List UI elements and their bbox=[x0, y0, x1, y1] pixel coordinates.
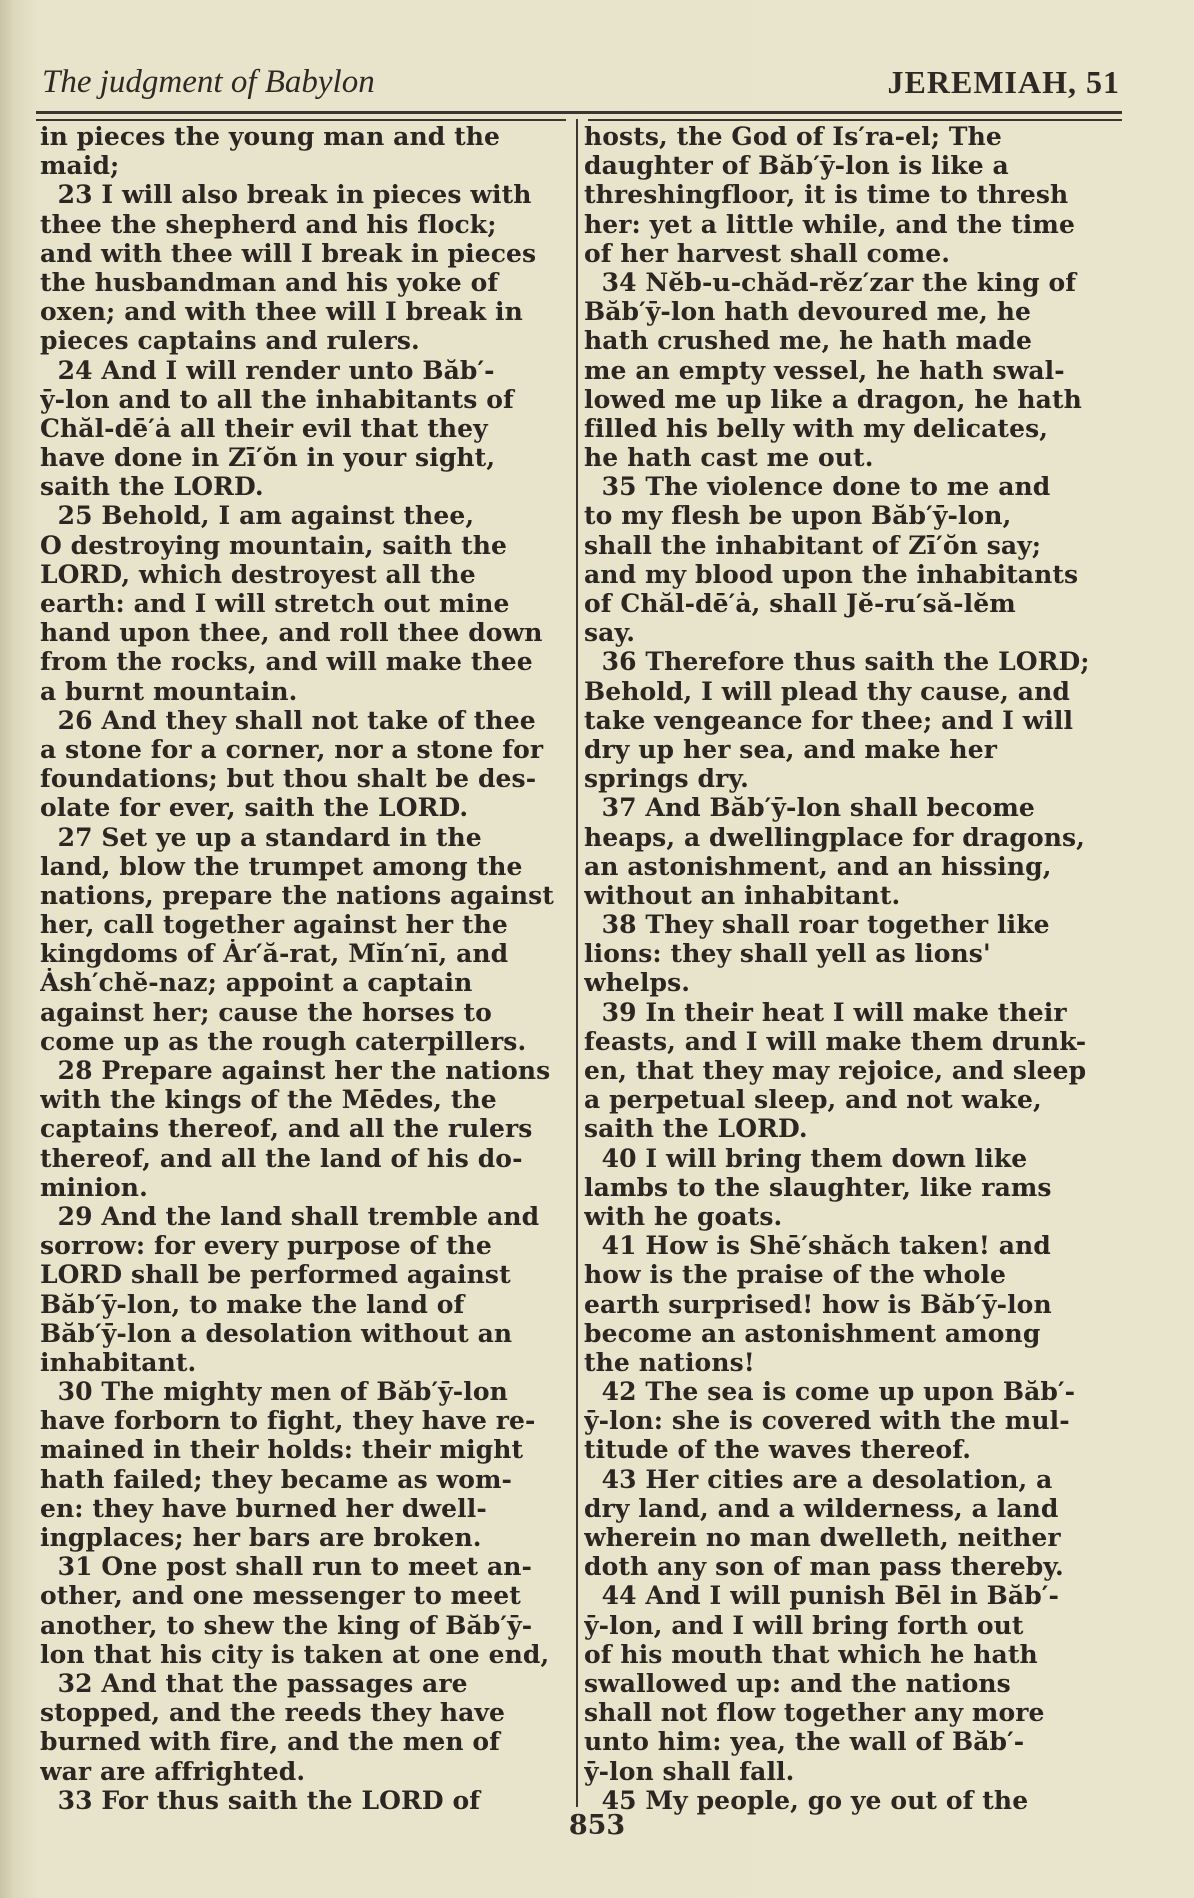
text-line: 42 The sea is come up upon Băb′- bbox=[584, 1377, 1076, 1407]
text-line: Ȧsh′chĕ-naz; appoint a captain bbox=[40, 968, 473, 998]
text-line: other, and one messenger to meet bbox=[40, 1581, 521, 1611]
text-line: 32 And that the passages are bbox=[40, 1668, 468, 1698]
text-line: saith the LORD. bbox=[40, 472, 264, 502]
text-line: foundations; but thou shalt be des- bbox=[40, 764, 537, 794]
text-line: Băb′ȳ-lon, to make the land of bbox=[40, 1289, 465, 1319]
text-line: ȳ-lon: she is covered with the mul- bbox=[584, 1406, 1070, 1436]
text-line: doth any son of man pass thereby. bbox=[584, 1552, 1064, 1582]
text-line: titude of the waves thereof. bbox=[584, 1435, 972, 1465]
text-line: an astonishment, and an hissing, bbox=[584, 851, 1052, 881]
text-line: a burnt mountain. bbox=[40, 676, 298, 706]
text-line: 31 One post shall run to meet an- bbox=[40, 1552, 533, 1582]
text-line: O destroying mountain, saith the bbox=[40, 530, 508, 560]
text-line: pieces captains and rulers. bbox=[40, 326, 420, 356]
text-line: in pieces the young man and the bbox=[40, 122, 501, 151]
text-line: hosts, the God of Is′ra-el; The bbox=[584, 122, 1002, 151]
right-column-rule bbox=[588, 119, 1122, 121]
text-line: he hath cast me out. bbox=[584, 443, 874, 473]
left-text-column bbox=[40, 122, 562, 1815]
left-column-rule bbox=[36, 119, 566, 121]
text-line: have done in Zī′ŏn in your sight, bbox=[40, 443, 496, 473]
text-line: come up as the rough caterpillers. bbox=[40, 1026, 527, 1056]
text-line: shall not flow together any more bbox=[584, 1698, 1045, 1728]
text-line: to my flesh be upon Băb′ȳ-lon, bbox=[584, 501, 1012, 531]
text-line: take vengeance for thee; and I will bbox=[584, 705, 1074, 735]
text-line: land, blow the trumpet among the bbox=[40, 851, 523, 881]
text-line: the husbandman and his yoke of bbox=[40, 267, 499, 297]
text-line: 41 How is Shē′shăch taken! and bbox=[584, 1231, 1051, 1261]
text-line: ingplaces; her bars are broken. bbox=[40, 1523, 482, 1552]
text-line: another, to shew the king of Băb′ȳ- bbox=[40, 1610, 533, 1640]
text-line: a stone for a corner, nor a stone for bbox=[40, 734, 544, 764]
text-line: LORD shall be performed against bbox=[40, 1260, 511, 1290]
text-line: whelps. bbox=[584, 968, 691, 998]
book-chapter-heading: JEREMIAH, 51 bbox=[887, 64, 1120, 100]
text-line: kingdoms of Ȧr′ă-rat, Mĭn′nī, and bbox=[40, 939, 509, 969]
text-line: and my blood upon the inhabitants bbox=[584, 559, 1079, 589]
text-line: ȳ-lon shall fall. bbox=[584, 1756, 795, 1786]
header-rule bbox=[36, 111, 1122, 114]
text-line: dry land, and a wilderness, a land bbox=[584, 1493, 1059, 1523]
text-line: her, call together against her the bbox=[40, 910, 508, 940]
text-line: lambs to the slaughter, like rams bbox=[584, 1172, 1052, 1202]
text-line: olate for ever, saith the LORD. bbox=[40, 793, 469, 823]
page-number: 853 bbox=[568, 1810, 626, 1841]
text-line: mained in their holds: their might bbox=[40, 1435, 524, 1465]
text-line: Chăl-dē′ȧ all their evil that they bbox=[40, 413, 488, 443]
text-line: from the rocks, and will make thee bbox=[40, 647, 533, 677]
text-line: wherein no man dwelleth, neither bbox=[584, 1523, 1061, 1552]
text-line: lions: they shall yell as lions' bbox=[584, 939, 991, 969]
text-line: Băb′ȳ-lon a desolation without an bbox=[40, 1318, 513, 1348]
text-line: of his mouth that which he hath bbox=[584, 1639, 1038, 1669]
text-line: en: they have burned her dwell- bbox=[40, 1493, 487, 1523]
text-line: threshingfloor, it is time to thresh bbox=[584, 180, 1069, 210]
text-line: become an astonishment among bbox=[584, 1318, 1041, 1348]
text-line: heaps, a dwellingplace for dragons, bbox=[584, 822, 1085, 852]
text-line: nations, prepare the nations against bbox=[40, 880, 554, 910]
text-line: thereof, and all the land of his do- bbox=[40, 1143, 523, 1173]
text-line: saith the LORD. bbox=[584, 1114, 808, 1144]
text-line: lowed me up like a dragon, he hath bbox=[584, 384, 1082, 414]
text-line: 29 And the land shall tremble and bbox=[40, 1201, 540, 1231]
text-line: 39 In their heat I will make their bbox=[584, 997, 1067, 1027]
text-line: 24 And I will render unto Băb′- bbox=[40, 355, 495, 385]
text-line: hath crushed me, he hath made bbox=[584, 326, 1033, 356]
text-line: sorrow: for every purpose of the bbox=[40, 1231, 492, 1261]
text-line: 30 The mighty men of Băb′ȳ-lon bbox=[40, 1377, 508, 1407]
text-line: captains thereof, and all the rulers bbox=[40, 1114, 533, 1144]
column-divider bbox=[576, 119, 578, 1807]
text-line: 34 Nĕb-u-chăd-rĕz′zar the king of bbox=[584, 267, 1077, 297]
text-line: and with thee will I break in pieces bbox=[40, 238, 537, 268]
text-line: with the kings of the Mēdes, the bbox=[40, 1085, 497, 1115]
text-line: 35 The violence done to me and bbox=[584, 472, 1051, 502]
text-line: LORD, which destroyest all the bbox=[40, 559, 476, 589]
text-line: Behold, I will plead thy cause, and bbox=[584, 676, 1070, 706]
text-line: 38 They shall roar together like bbox=[584, 910, 1050, 940]
text-line: 36 Therefore thus saith the LORD; bbox=[584, 647, 1090, 677]
text-line: oxen; and with thee will I break in bbox=[40, 297, 523, 327]
text-line: daughter of Băb′ȳ-lon is like a bbox=[584, 151, 1009, 181]
text-line: 33 For thus saith the LORD of bbox=[40, 1785, 481, 1815]
text-line: 40 I will bring them down like bbox=[584, 1143, 1028, 1173]
text-line: of her harvest shall come. bbox=[584, 238, 951, 268]
text-line: me an empty vessel, he hath swal- bbox=[584, 355, 1065, 385]
text-line: 27 Set ye up a standard in the bbox=[40, 822, 482, 852]
text-line: hand upon thee, and roll thee down bbox=[40, 618, 543, 648]
text-line: have forborn to fight, they have re- bbox=[40, 1406, 536, 1436]
text-line: with he goats. bbox=[584, 1201, 783, 1231]
text-line: war are affrighted. bbox=[40, 1756, 306, 1786]
text-line: springs dry. bbox=[584, 764, 749, 794]
text-line: 28 Prepare against her the nations bbox=[40, 1056, 551, 1085]
text-line: stopped, and the reeds they have bbox=[40, 1698, 506, 1728]
text-line: a perpetual sleep, and not wake, bbox=[584, 1085, 1042, 1115]
text-line: 23 I will also break in pieces with bbox=[40, 180, 532, 210]
text-line: swallowed up: and the nations bbox=[584, 1668, 1011, 1698]
text-line: against her; cause the horses to bbox=[40, 997, 492, 1027]
text-line: ȳ-lon and to all the inhabitants of bbox=[40, 384, 514, 414]
text-line: 37 And Băb′ȳ-lon shall become bbox=[584, 793, 1035, 823]
text-line: filled his belly with my delicates, bbox=[584, 413, 1049, 443]
text-line: lon that his city is taken at one end, bbox=[40, 1639, 550, 1669]
text-line: 43 Her cities are a desolation, a bbox=[584, 1464, 1053, 1494]
text-line: say. bbox=[584, 618, 636, 648]
text-line: her: yet a little while, and the time bbox=[584, 209, 1075, 239]
text-line: minion. bbox=[40, 1172, 148, 1202]
text-line: 45 My people, go ye out of the bbox=[584, 1785, 1029, 1815]
text-line: of Chăl-dē′ȧ, shall Jĕ-ru′să-lĕm bbox=[584, 589, 1016, 618]
section-title: The judgment of Babylon bbox=[42, 64, 375, 100]
text-line: dry up her sea, and make her bbox=[584, 734, 997, 764]
text-line: the nations! bbox=[584, 1347, 755, 1377]
text-line: without an inhabitant. bbox=[584, 880, 901, 910]
text-line: en, that they may rejoice, and sleep bbox=[584, 1056, 1087, 1085]
text-line: 26 And they shall not take of thee bbox=[40, 705, 536, 735]
text-line: hath failed; they became as wom- bbox=[40, 1464, 512, 1494]
text-line: burned with fire, and the men of bbox=[40, 1727, 501, 1757]
text-line: 44 And I will punish Bēl in Băb′- bbox=[584, 1581, 1059, 1611]
text-line: earth: and I will stretch out mine bbox=[40, 589, 510, 618]
text-line: maid; bbox=[40, 151, 120, 181]
text-line: 25 Behold, I am against thee, bbox=[40, 501, 475, 531]
text-line: inhabitant. bbox=[40, 1347, 197, 1377]
running-head bbox=[40, 56, 1120, 108]
text-line: earth surprised! how is Băb′ȳ-lon bbox=[584, 1289, 1052, 1319]
text-line: Băb′ȳ-lon hath devoured me, he bbox=[584, 297, 1032, 327]
text-line: thee the shepherd and his flock; bbox=[40, 209, 497, 239]
right-text-column bbox=[584, 122, 1122, 1815]
text-line: feasts, and I will make them drunk- bbox=[584, 1026, 1087, 1056]
text-line: ȳ-lon, and I will bring forth out bbox=[584, 1610, 1024, 1640]
text-line: how is the praise of the whole bbox=[584, 1260, 1006, 1290]
text-line: unto him: yea, the wall of Băb′- bbox=[584, 1727, 1025, 1757]
text-line: shall the inhabitant of Zī′ŏn say; bbox=[584, 530, 1042, 560]
